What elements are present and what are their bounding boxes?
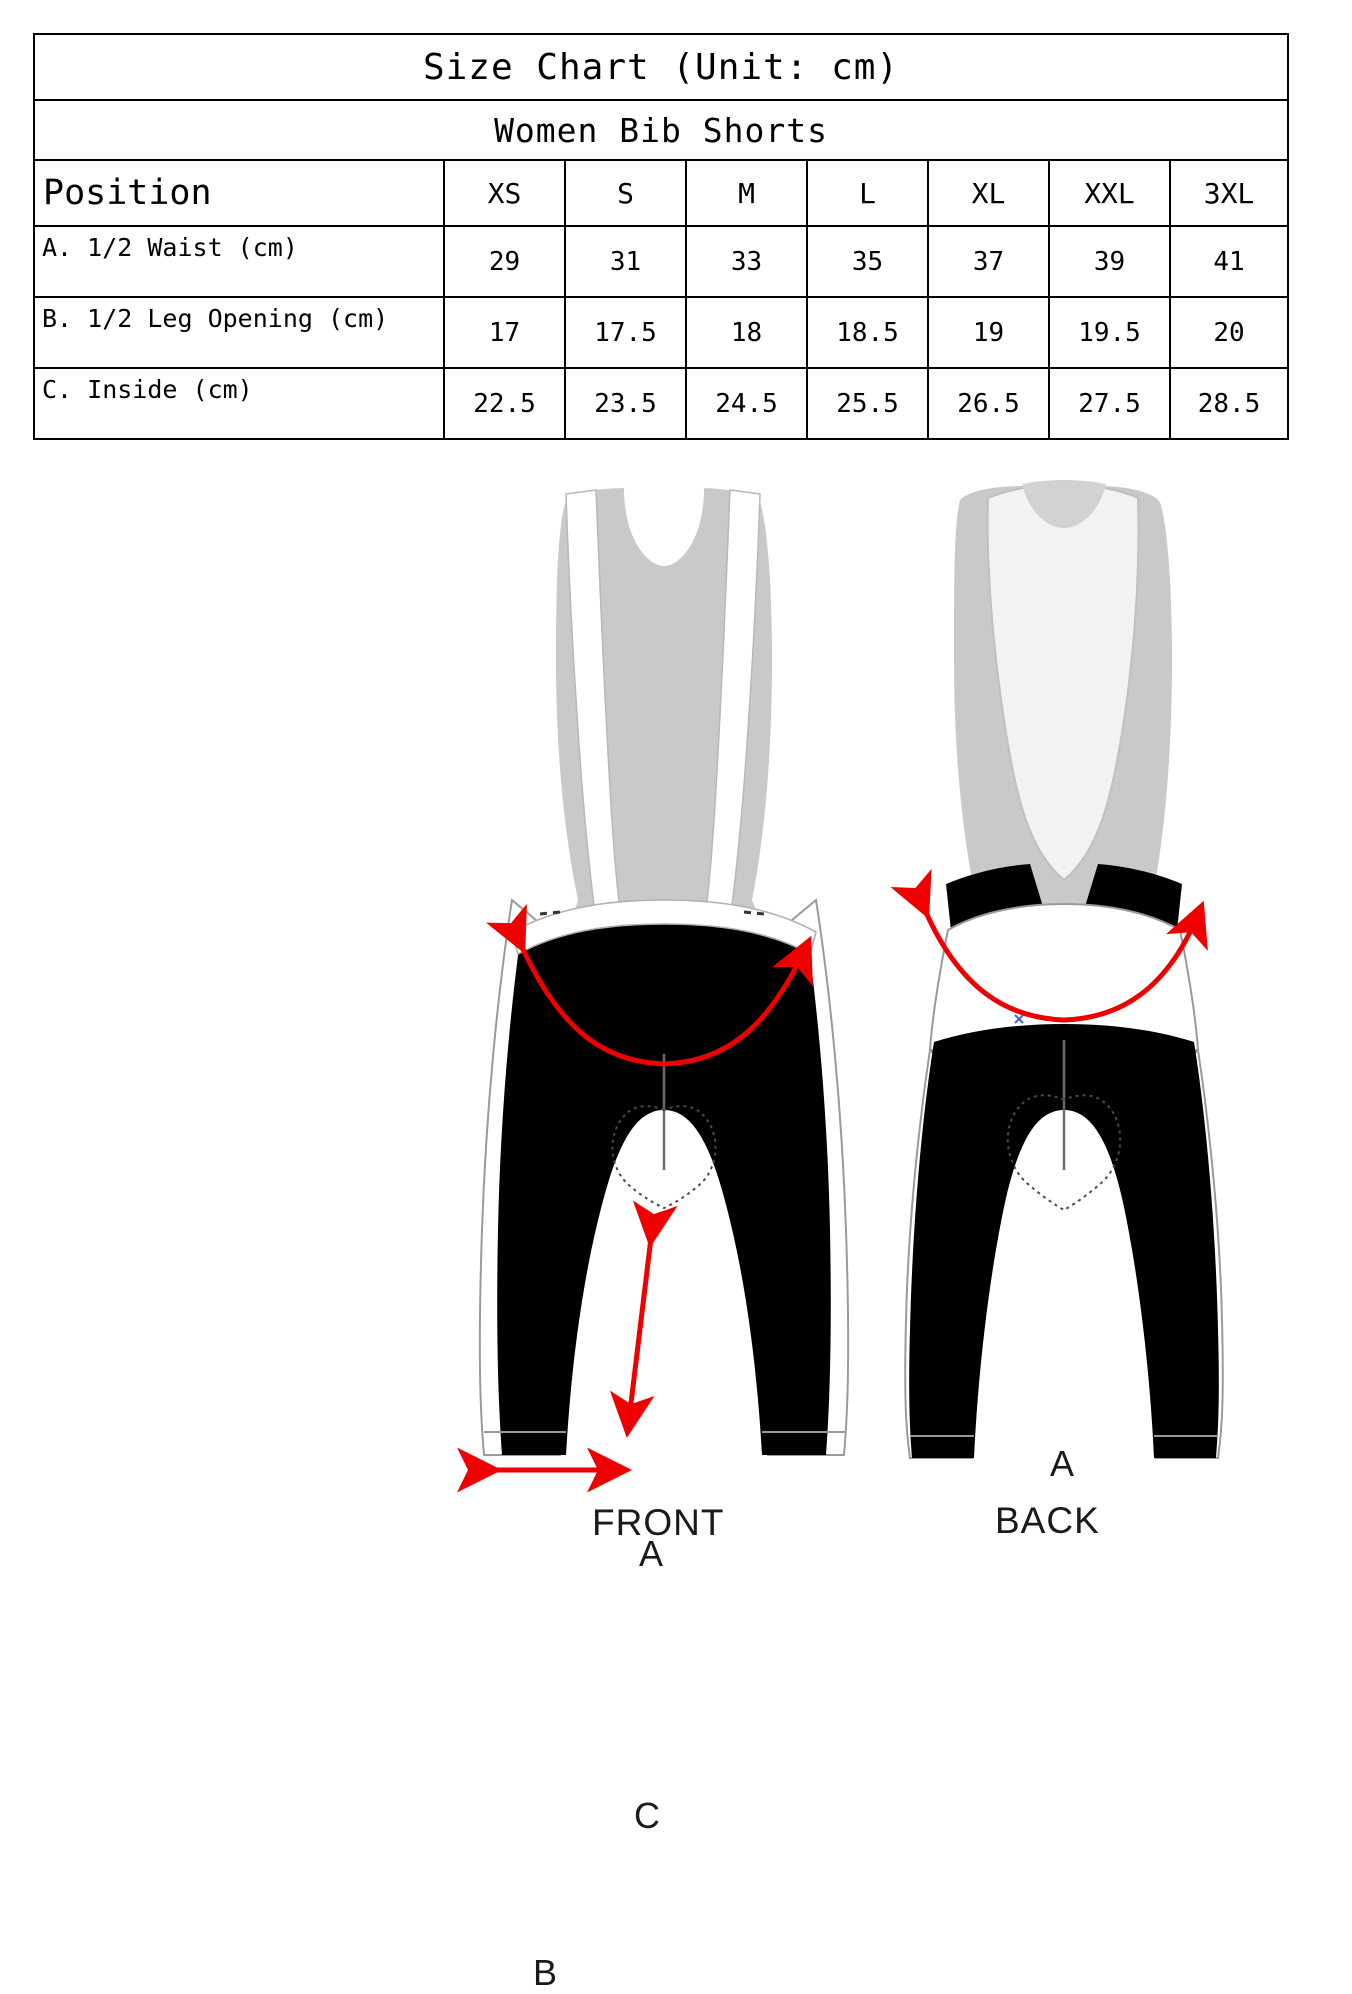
measure-label-a-front: A xyxy=(639,1533,664,1574)
column-header-xs: XS xyxy=(444,160,565,226)
size-chart-table xyxy=(33,33,1289,440)
column-header-s: S xyxy=(565,160,686,226)
table-row xyxy=(34,368,1288,439)
column-header-xxl: XXL xyxy=(1049,160,1170,226)
cell-waist-xxl: 39 xyxy=(1049,226,1170,297)
measure-label-c-front: C xyxy=(634,1795,660,1836)
cell-leg-3xl: 20 xyxy=(1170,297,1288,368)
cell-waist-xl: 37 xyxy=(928,226,1049,297)
cell-waist-xs: 29 xyxy=(444,226,565,297)
cell-inside-xxl: 27.5 xyxy=(1049,368,1170,439)
measure-label-a-back: A xyxy=(1050,1443,1075,1484)
table-row xyxy=(34,297,1288,368)
row-label-waist: A. 1/2 Waist (cm) xyxy=(34,226,444,297)
cell-inside-3xl: 28.5 xyxy=(1170,368,1288,439)
cell-inside-m: 24.5 xyxy=(686,368,807,439)
cell-inside-xs: 22.5 xyxy=(444,368,565,439)
row-label-leg-opening: B. 1/2 Leg Opening (cm) xyxy=(34,297,444,368)
table-title-row xyxy=(34,34,1288,100)
measure-label-b-front: B xyxy=(533,1952,558,1993)
garment-illustration xyxy=(0,470,1352,1993)
chart-title: Size Chart (Unit: cm) xyxy=(34,34,1288,100)
column-header-m: M xyxy=(686,160,807,226)
cell-waist-m: 33 xyxy=(686,226,807,297)
column-header-xl: XL xyxy=(928,160,1049,226)
back-view-caption: BACK xyxy=(995,1500,1100,1541)
front-view-caption: FRONT xyxy=(592,1502,725,1543)
chart-subtitle: Women Bib Shorts xyxy=(34,100,1288,160)
cell-leg-s: 17.5 xyxy=(565,297,686,368)
cell-leg-l: 18.5 xyxy=(807,297,928,368)
cell-leg-xl: 19 xyxy=(928,297,1049,368)
column-header-l: L xyxy=(807,160,928,226)
cell-inside-l: 25.5 xyxy=(807,368,928,439)
cell-waist-l: 35 xyxy=(807,226,928,297)
cell-leg-xxl: 19.5 xyxy=(1049,297,1170,368)
front-view-garment xyxy=(480,484,848,1470)
cell-inside-s: 23.5 xyxy=(565,368,686,439)
cell-leg-m: 18 xyxy=(686,297,807,368)
cell-inside-xl: 26.5 xyxy=(928,368,1049,439)
cell-leg-xs: 17 xyxy=(444,297,565,368)
size-chart-table-container xyxy=(33,33,1287,440)
row-label-inside: C. Inside (cm) xyxy=(34,368,444,439)
column-header-3xl: 3XL xyxy=(1170,160,1288,226)
cell-waist-s: 31 xyxy=(565,226,686,297)
back-view-garment xyxy=(905,480,1223,1458)
table-subtitle-row xyxy=(34,100,1288,160)
table-row xyxy=(34,226,1288,297)
front-inside-measure-arrow xyxy=(628,1238,651,1428)
table-header-row xyxy=(34,160,1288,226)
column-header-position: Position xyxy=(34,160,444,226)
cell-waist-3xl: 41 xyxy=(1170,226,1288,297)
